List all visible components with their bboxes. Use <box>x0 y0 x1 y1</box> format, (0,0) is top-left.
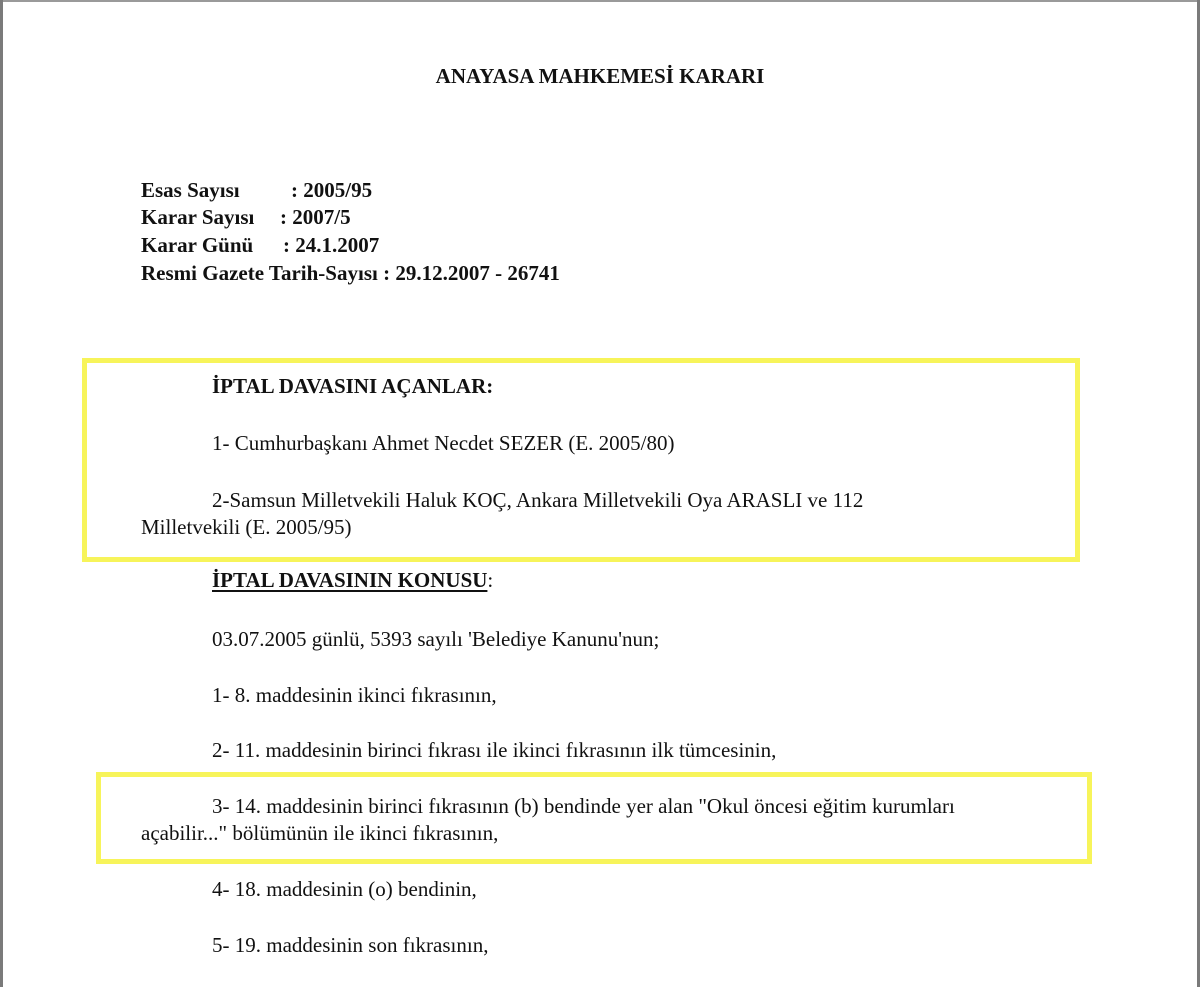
acanlar-item-1: 1- Cumhurbaşkanı Ahmet Necdet SEZER (E. 2005/80) <box>212 431 675 455</box>
section-acanlar-heading: İPTAL DAVASINI AÇANLAR: <box>212 374 494 398</box>
konusu-item-2: 2- 11. maddesinin birinci fıkrası ile ikinci fıkrasının ilk tümcesinin, <box>212 738 777 762</box>
document-title: ANAYASA MAHKEMESİ KARARI <box>435 64 765 88</box>
section-konusu-heading-suffix: : <box>487 568 494 592</box>
meta-esas-label: Esas Sayısı <box>141 178 240 202</box>
meta-gun <box>141 232 379 258</box>
acanlar-item-2-line2: Milletvekili (E. 2005/95) <box>141 515 352 539</box>
meta-gazete <box>141 260 560 286</box>
section-konusu-heading: İPTAL DAVASININ KONUSU <box>212 568 488 592</box>
meta-karar-label: Karar Sayısı <box>141 205 255 229</box>
meta-gazete-label: Resmi Gazete Tarih-Sayısı <box>141 261 378 285</box>
konusu-item-3-line2: açabilir..." bölümünün ile ikinci fıkrasının, <box>141 821 499 845</box>
page-frame-left <box>0 0 3 987</box>
konusu-item-3-line1: 3- 14. maddesinin birinci fıkrasının (b) bendinde yer alan "Okul öncesi eğitim kurumları <box>212 794 955 818</box>
meta-gun-value: : 24.1.2007 <box>283 233 380 257</box>
konusu-item-1: 1- 8. maddesinin ikinci fıkrasının, <box>212 683 497 707</box>
page-frame-top <box>0 0 1200 2</box>
konusu-intro: 03.07.2005 günlü, 5393 sayılı 'Belediye Kanunu'nun; <box>212 627 660 651</box>
konusu-item-4: 4- 18. maddesinin (o) bendinin, <box>212 877 477 901</box>
meta-gazete-value: : 29.12.2007 - 26741 <box>383 261 560 285</box>
meta-karar <box>141 204 351 230</box>
meta-karar-value: : 2007/5 <box>280 205 351 229</box>
konusu-item-5: 5- 19. maddesinin son fıkrasının, <box>212 933 489 957</box>
meta-esas-value: : 2005/95 <box>291 178 373 202</box>
meta-esas <box>141 177 372 203</box>
section-konusu-heading-row <box>212 567 493 593</box>
acanlar-item-2-line1: 2-Samsun Milletvekili Haluk KOÇ, Ankara Milletvekili Oya ARASLI ve 112 <box>212 488 864 512</box>
meta-gun-label: Karar Günü <box>141 233 254 257</box>
